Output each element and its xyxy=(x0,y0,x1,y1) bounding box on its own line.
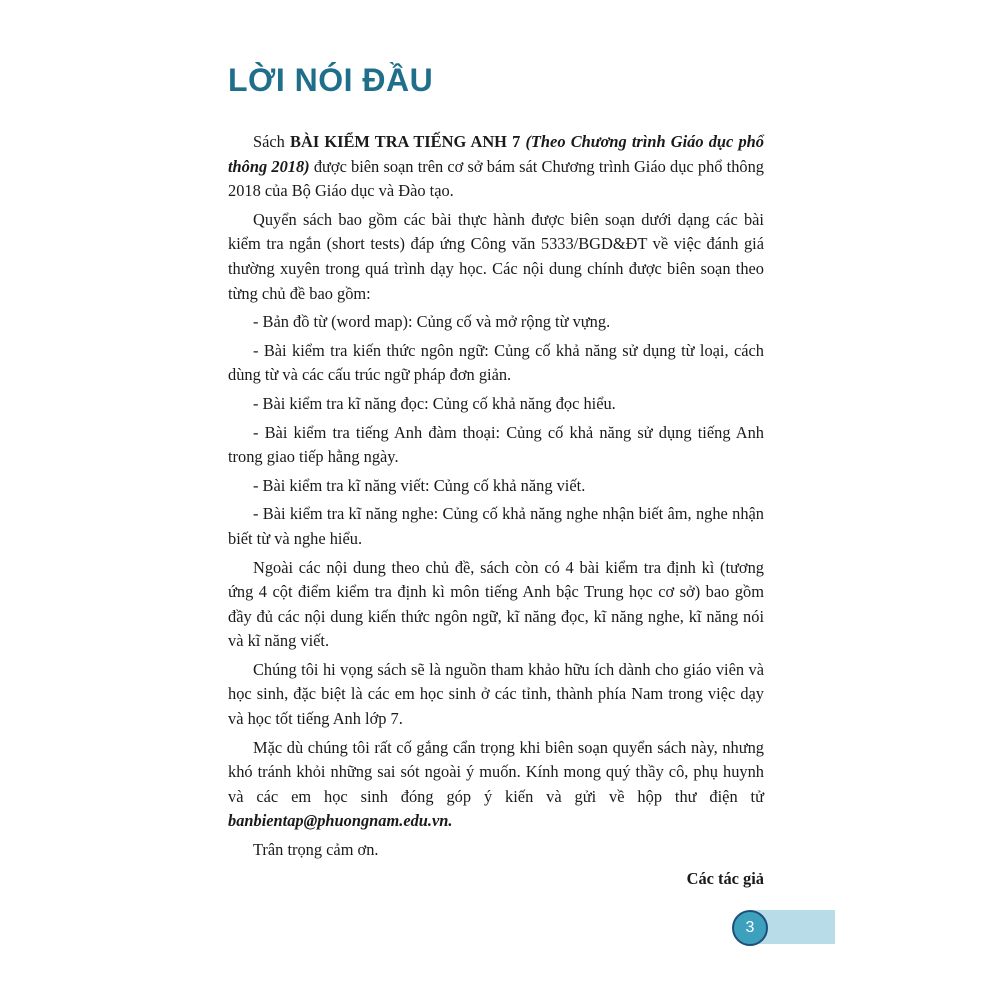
email-address: banbientap@phuongnam.edu.vn. xyxy=(228,811,453,831)
list-item: - Bài kiểm tra kĩ năng viết: Củng cố khả năng viết. xyxy=(253,475,586,495)
list-item: - Bản đồ từ (word map): Củng cố và mở rộng từ vựng. xyxy=(253,312,611,332)
list-item: - Bài kiểm tra kĩ năng nghe: Củng cố khả năng nghe nhận biết âm, nghe nhận biết từ và nghe hiểu. xyxy=(228,504,764,548)
intro-lead: Sách xyxy=(253,132,291,151)
signature: Các tác giả xyxy=(686,868,764,888)
list-item: - Bài kiểm tra kiến thức ngôn ngữ: Củng cố khả năng sử dụng từ loại, cách dùng từ và các cấu trúc ngữ pháp đơn giản. xyxy=(228,340,764,385)
page-number-badge: 3 xyxy=(732,910,768,946)
feedback-paragraph xyxy=(228,736,764,834)
intro-rest: được biên soạn trên cơ sở bám sát Chương trình Giáo dục phổ thông 2018 của Bộ Giáo dục và Đào tạo. xyxy=(228,156,765,201)
closing-line: Trân trọng cảm ơn. xyxy=(253,840,379,860)
periodic-tests-paragraph: Ngoài các nội dung theo chủ đề, sách còn có 4 bài kiểm tra định kì (tương ứng 4 cột điểm kiểm tra định kì môn tiếng Anh bậc Trung học cơ sở) bao gồm đầy đủ các nội dung kiến thức ngôn ngữ, kĩ năng đọc, kĩ năng nghe, kĩ năng nói và kĩ năng viết. xyxy=(228,557,764,651)
hope-paragraph: Chúng tôi hi vọng sách sẽ là nguồn tham khảo hữu ích dành cho giáo viên và học sinh, đặc biệt là các em học sinh ở các tỉnh, thành phía Nam trong việc dạy và học tốt tiếng Anh lớp 7. xyxy=(228,659,764,729)
preface-body xyxy=(228,130,764,895)
content-paragraph: Quyển sách bao gồm các bài thực hành được biên soạn dưới dạng các bài kiểm tra ngắn (short tests) đáp ứng Công văn 5333/BGD&ĐT về việc đánh giá thường xuyên trong quá trình dạy học. Các nội dung chính được biên soạn theo từng chủ đề bao gồm: xyxy=(228,209,764,303)
page-title: LỜI NÓI ĐẦU xyxy=(228,62,434,98)
intro-paragraph xyxy=(228,130,764,204)
feedback-text: Mặc dù chúng tôi rất cố gắng cẩn trọng khi biên soạn quyển sách này, nhưng khó tránh khỏi những sai sót ngoài ý muốn. Kính mong quý thầy cô, phụ huynh và các em học sinh đóng góp ý kiến và gửi về hộp thư điện tử xyxy=(228,737,764,806)
list-item: - Bài kiểm tra kĩ năng đọc: Củng cố khả năng đọc hiểu. xyxy=(253,393,616,413)
list-item: - Bài kiểm tra tiếng Anh đàm thoại: Củng cố khả năng sử dụng tiếng Anh trong giao tiếp hằng ngày. xyxy=(228,422,764,467)
book-title: BÀI KIỂM TRA TIẾNG ANH 7 xyxy=(290,132,521,151)
book-subtitle: (Theo Chương trình Giáo dục phổ thông 2018) xyxy=(228,132,764,176)
